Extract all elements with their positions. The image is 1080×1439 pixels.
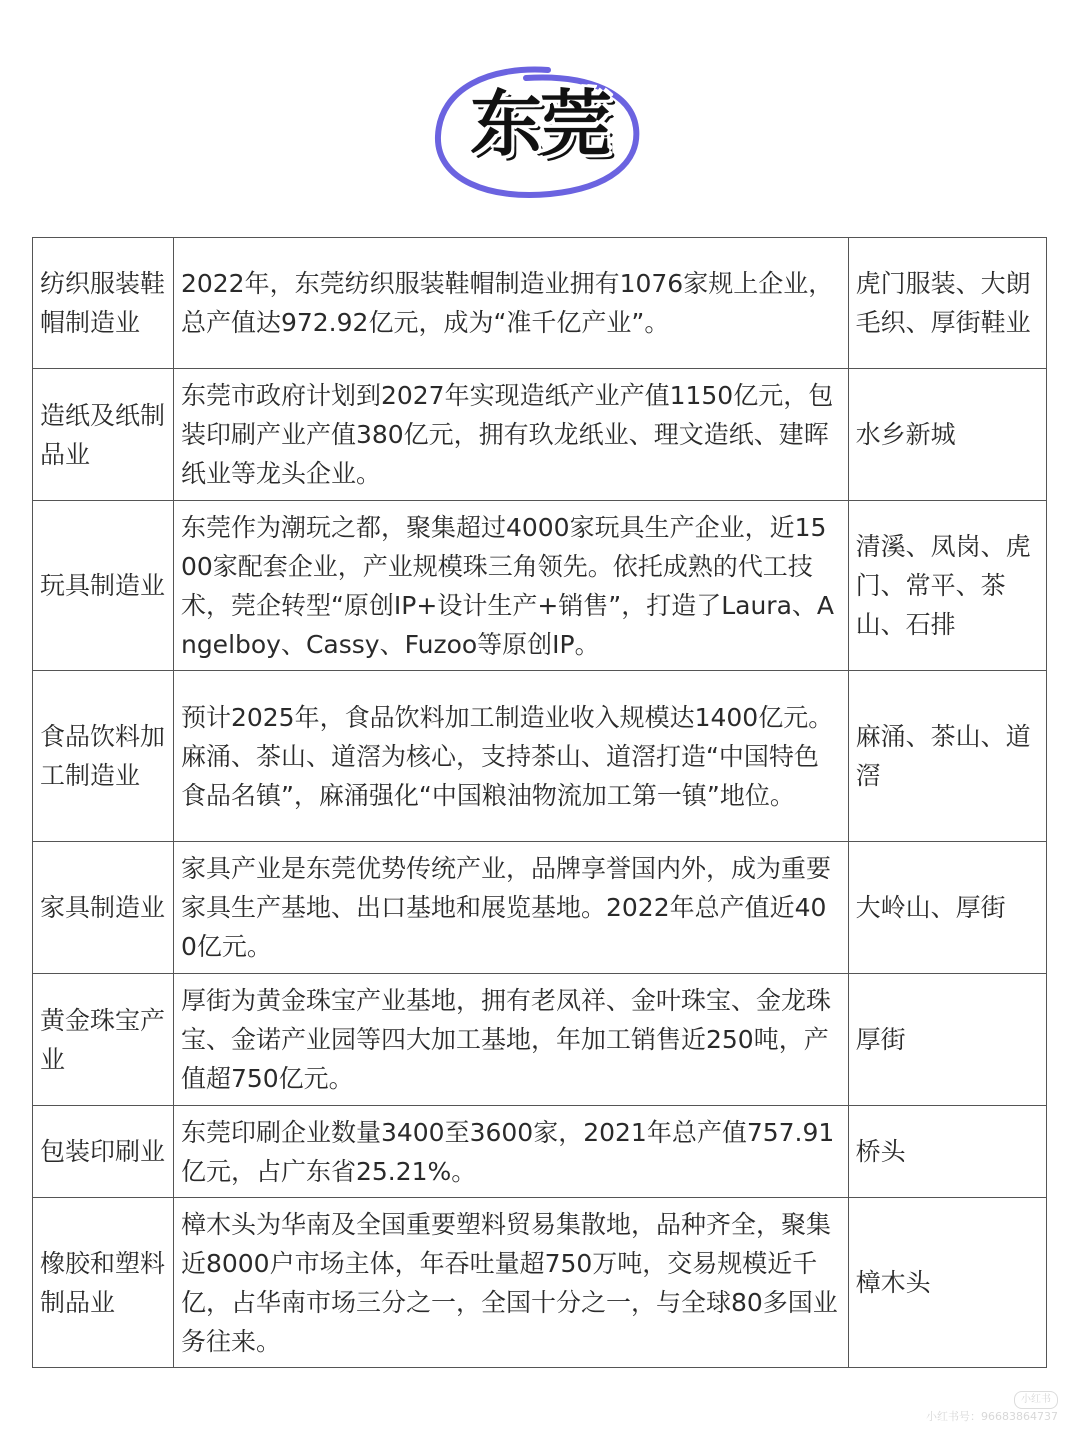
industry-name-cell: 造纸及纸制品业 xyxy=(33,369,174,501)
industry-name-cell: 包装印刷业 xyxy=(33,1106,174,1198)
table-row xyxy=(33,369,1047,501)
industry-name-cell: 纺织服装鞋帽制造业 xyxy=(33,238,174,369)
table-row xyxy=(33,238,1047,369)
industry-name-cell: 黄金珠宝产业 xyxy=(33,974,174,1106)
industry-area-cell: 樟木头 xyxy=(848,1198,1046,1368)
industry-description-cell: 东莞印刷企业数量3400至3600家，2021年总产值757.91亿元，占广东省25.21%。 xyxy=(173,1106,848,1198)
industry-area-cell: 麻涌、茶山、道滘 xyxy=(848,671,1046,842)
industry-name-cell: 玩具制造业 xyxy=(33,501,174,671)
industry-description-cell: 樟木头为华南及全国重要塑料贸易集散地，品种齐全，聚集近8000户市场主体，年吞吐量超750万吨，交易规模近千亿，占华南市场三分之一，全国十分之一，与全球80多国业务往来。 xyxy=(173,1198,848,1368)
industry-area-cell: 厚街 xyxy=(848,974,1046,1106)
page-title: 东莞 xyxy=(469,82,610,166)
watermark-text: 小红书号：96683864737 xyxy=(926,1410,1058,1423)
table-row xyxy=(33,842,1047,974)
title-badge xyxy=(430,58,650,208)
table-row xyxy=(33,974,1047,1106)
industry-area-cell: 桥头 xyxy=(848,1106,1046,1198)
industry-area-cell: 虎门服装、大朗毛织、厚街鞋业 xyxy=(848,238,1046,369)
industry-description-cell: 家具产业是东莞优势传统产业，品牌享誉国内外，成为重要家具生产基地、出口基地和展览基地。2022年总产值近400亿元。 xyxy=(173,842,848,974)
industry-description-cell: 2022年，东莞纺织服装鞋帽制造业拥有1076家规上企业，总产值达972.92亿元，成为“准千亿产业”。 xyxy=(173,238,848,369)
industry-description-cell: 东莞市政府计划到2027年实现造纸产业产值1150亿元，包装印刷产业产值380亿元，拥有玖龙纸业、理文造纸、建晖纸业等龙头企业。 xyxy=(173,369,848,501)
watermark xyxy=(926,1391,1058,1425)
industry-name-cell: 家具制造业 xyxy=(33,842,174,974)
industry-area-cell: 清溪、凤岗、虎门、常平、茶山、石排 xyxy=(848,501,1046,671)
industry-name-cell: 橡胶和塑料制品业 xyxy=(33,1198,174,1368)
industry-area-cell: 水乡新城 xyxy=(848,369,1046,501)
table-row xyxy=(33,1198,1047,1368)
watermark-logo: 小红书 xyxy=(1014,1391,1058,1409)
industry-description-cell: 预计2025年，食品饮料加工制造业收入规模达1400亿元。麻涌、茶山、道滘为核心，支持茶山、道滘打造“中国特色食品名镇”，麻涌强化“中国粮油物流加工第一镇”地位。 xyxy=(173,671,848,842)
industry-description-cell: 东莞作为潮玩之都，聚集超过4000家玩具生产企业，近1500家配套企业，产业规模珠三角领先。依托成熟的代工技术，莞企转型“原创IP+设计生产+销售”，打造了Laura、Angelboy、Cassy、Fuzoo等原创IP。 xyxy=(173,501,848,671)
table-row xyxy=(33,1106,1047,1198)
table-row xyxy=(33,671,1047,842)
industry-area-cell: 大岭山、厚街 xyxy=(848,842,1046,974)
industry-name-cell: 食品饮料加工制造业 xyxy=(33,671,174,842)
industry-table xyxy=(32,237,1047,1368)
table-row xyxy=(33,501,1047,671)
industry-description-cell: 厚街为黄金珠宝产业基地，拥有老凤祥、金叶珠宝、金龙珠宝、金诺产业园等四大加工基地，年加工销售近250吨，产值超750亿元。 xyxy=(173,974,848,1106)
